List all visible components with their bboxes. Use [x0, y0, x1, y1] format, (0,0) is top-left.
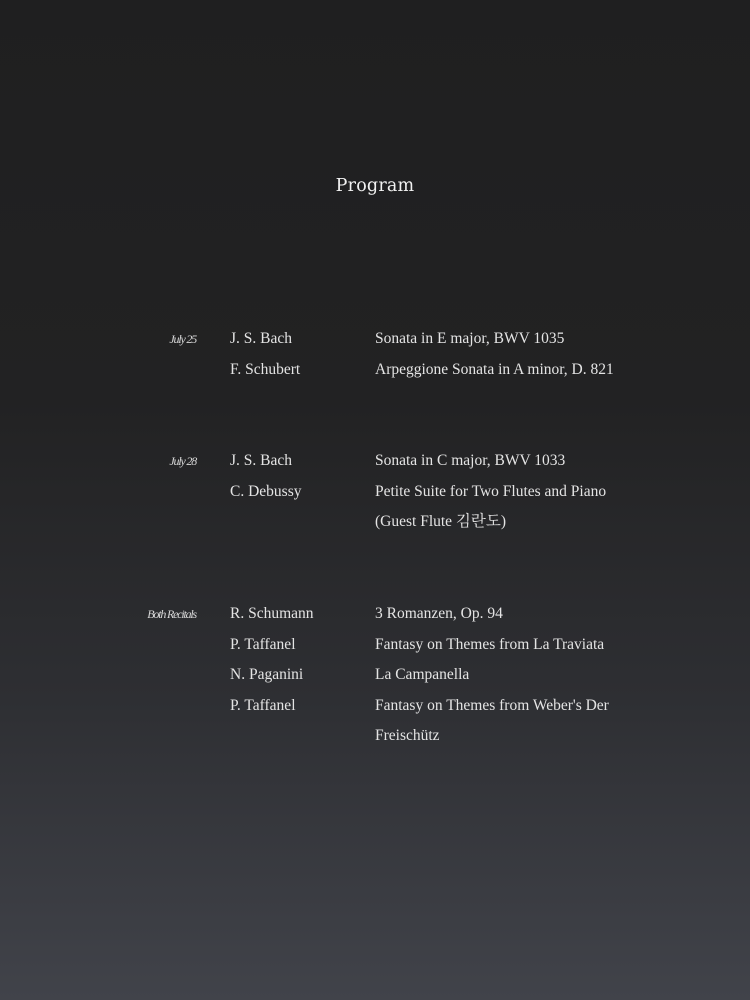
composer-name: N. Paganini [230, 666, 304, 683]
composer-name: P. Taffanel [230, 635, 296, 653]
program-row [0, 691, 750, 722]
page-title: Program [335, 176, 415, 196]
composer-name: J. S. Bach [230, 452, 292, 469]
work-title: Arpeggione Sonata in A minor, D. 821 [375, 360, 614, 378]
section-date-label: Both Recitals [147, 607, 196, 621]
work-title: Fantasy on Themes from La Traviata [375, 635, 605, 653]
composer-name: J. S. Bach [230, 330, 292, 347]
work-title: Freischütz [375, 727, 440, 744]
section-date-label: July 28 [169, 454, 196, 468]
composer-name: R. Schumann [230, 605, 314, 622]
work-title: (Guest Flute 김란도) [375, 513, 507, 530]
work-title: Petite Suite for Two Flutes and Piano [375, 482, 607, 500]
program-row [0, 446, 750, 477]
program-section-both-recitals [0, 599, 750, 752]
program-row [0, 477, 750, 508]
program-row [0, 324, 750, 355]
program-section-july-28 [0, 446, 750, 538]
work-title: Sonata in E major, BWV 1035 [375, 330, 565, 347]
section-date-label: July 25 [169, 332, 196, 346]
work-title: Sonata in C major, BWV 1033 [375, 452, 566, 469]
program-row [0, 721, 750, 752]
work-title: La Campanella [375, 666, 470, 683]
composer-name: F. Schubert [230, 360, 301, 378]
program-row [0, 507, 750, 538]
composer-name: C. Debussy [230, 482, 302, 500]
composer-name: P. Taffanel [230, 696, 296, 714]
program-row [0, 599, 750, 630]
work-title: Fantasy on Themes from Weber's Der [375, 696, 609, 714]
program-row [0, 630, 750, 661]
program-row [0, 660, 750, 691]
program-section-july-25 [0, 324, 750, 385]
program-row [0, 355, 750, 386]
work-title: 3 Romanzen, Op. 94 [375, 605, 503, 622]
